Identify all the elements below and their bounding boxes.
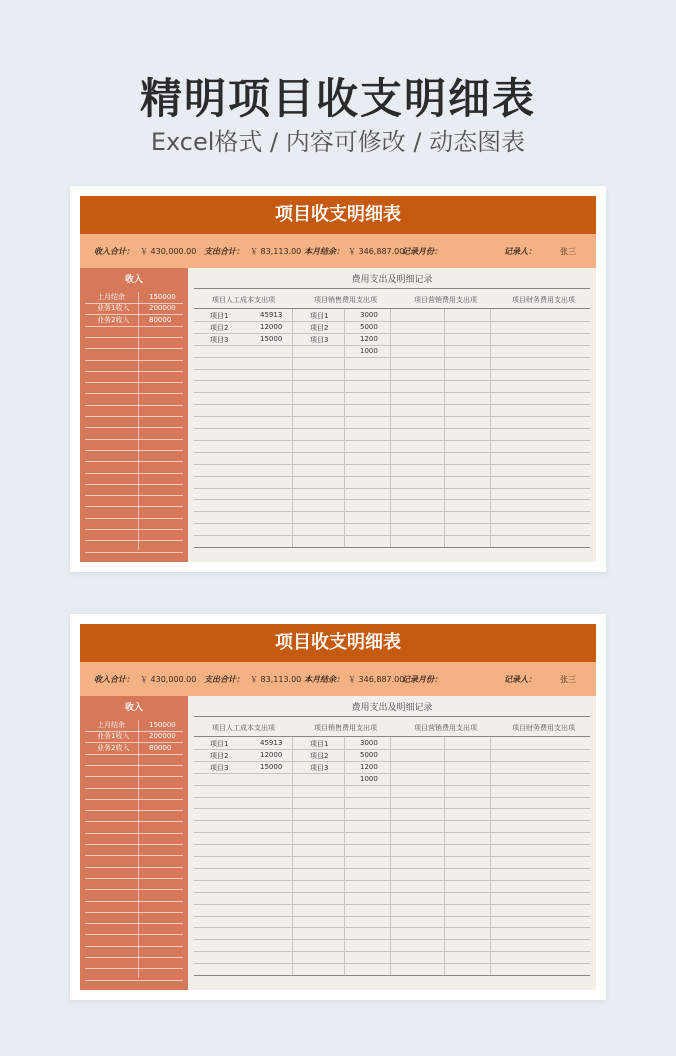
income-row [85, 878, 183, 890]
income-row [85, 315, 183, 327]
grid-row-line [194, 797, 590, 798]
expense-header: 费用支出及明细记录 [351, 703, 433, 713]
grid-row-line [194, 499, 590, 500]
grid-row-line [194, 916, 590, 917]
grid-row-line [194, 832, 590, 833]
grid-row-line [194, 844, 590, 845]
grid-row-line [194, 761, 590, 762]
labor-item-value: 12000 [260, 322, 283, 331]
income-row [85, 946, 183, 958]
balance-value: ￥ 346,887.00 [348, 675, 405, 684]
income-row [85, 394, 183, 406]
sales-item-name: 项目3 [310, 763, 329, 772]
grid-row-line [194, 404, 590, 405]
income-row [85, 844, 183, 856]
balance-label: 本月结余： [304, 247, 344, 256]
balance-label: 本月结余： [304, 675, 344, 684]
labor-item-value: 12000 [260, 750, 283, 759]
grid-column-line [490, 309, 491, 547]
sales-item-name: 项目2 [310, 751, 329, 760]
grid-row-line [194, 892, 590, 893]
grid-column-line [344, 737, 345, 975]
sales-item-name: 项目1 [310, 312, 329, 320]
spreadsheet-preview [80, 624, 596, 990]
sales-item-value: 5000 [360, 322, 378, 331]
grid-column-line [292, 309, 293, 547]
labor-item-name: 项目2 [210, 751, 229, 760]
income-row [85, 788, 183, 800]
income-panel [80, 696, 188, 990]
header-rule [194, 716, 590, 717]
grid-row-line [194, 547, 590, 548]
income-panel [80, 268, 188, 562]
expense-panel [188, 268, 596, 562]
grid-row-line [194, 975, 590, 976]
income-item-name: 业务2收入 [97, 315, 130, 324]
column-header-finance: 项目财务费用支出项 [512, 724, 575, 732]
income-row [85, 337, 183, 349]
sales-item-value: 3000 [360, 739, 378, 747]
column-header-rule [194, 308, 590, 309]
income-row [85, 957, 183, 969]
grid-row-line [194, 927, 590, 928]
expense-header: 费用支出及明细记录 [351, 275, 433, 285]
grid-column-line [292, 737, 293, 975]
grid-row-line [194, 963, 590, 964]
income-row [85, 495, 183, 507]
income-item-value: 80000 [149, 315, 172, 324]
income-row [85, 743, 183, 755]
income-row [85, 541, 183, 553]
recorder-value: 张三 [560, 675, 576, 684]
grid-row-line [194, 749, 590, 750]
income-row [85, 969, 183, 981]
balance-value: ￥ 346,887.00 [348, 247, 405, 256]
sheet-title: 项目收支明细表 [80, 624, 596, 662]
sales-item-name: 项目1 [310, 740, 329, 748]
page-title: 精明项目收支明细表 [139, 74, 536, 123]
preview-card-2 [70, 614, 606, 1000]
grid-column-line [390, 309, 391, 547]
grid-row-line [194, 416, 590, 417]
sales-item-value: 1000 [360, 774, 378, 783]
income-row [85, 507, 183, 519]
expense-total-value: ￥ 83,113.00 [250, 675, 302, 684]
income-row [85, 303, 183, 315]
sales-item-value: 3000 [360, 311, 378, 319]
income-row [85, 765, 183, 777]
grid-column-line [390, 737, 391, 975]
income-item-value: 80000 [149, 743, 172, 752]
income-header: 收入 [124, 275, 143, 285]
income-row [85, 450, 183, 462]
grid-row-line [194, 369, 590, 370]
income-row [85, 822, 183, 834]
income-row [85, 923, 183, 935]
income-row [85, 912, 183, 924]
income-item-name: 业务1收入 [97, 732, 130, 741]
page-subtitle: Excel格式 / 内容可修改 / 动态图表 [150, 128, 526, 156]
grid-row-line [194, 880, 590, 881]
column-header-sales: 项目销售费用支出项 [314, 296, 377, 304]
grid-row-line [194, 523, 590, 524]
income-item-value: 200000 [149, 304, 176, 313]
column-header-labor: 项目人工成本支出项 [212, 724, 275, 732]
column-header-marketing: 项目营销费用支出项 [414, 296, 477, 304]
grid-row-line [194, 904, 590, 905]
sales-item-value: 1200 [360, 762, 378, 771]
income-row [85, 416, 183, 428]
grid-row-line [194, 476, 590, 477]
grid-row-line [194, 785, 590, 786]
grid-row-line [194, 464, 590, 465]
grid-row-line [194, 357, 590, 358]
recorder-value: 张三 [560, 247, 576, 256]
income-item-value: 200000 [149, 732, 176, 741]
grid-column-line [444, 309, 445, 547]
sales-item-name: 项目2 [310, 323, 329, 332]
income-row [85, 349, 183, 361]
income-row [85, 833, 183, 845]
income-row [85, 439, 183, 451]
grid-row-line [194, 773, 590, 774]
grid-row-line [194, 951, 590, 952]
column-header-marketing: 项目营销费用支出项 [414, 724, 477, 732]
labor-item-name: 项目3 [210, 763, 229, 772]
sales-item-value: 5000 [360, 750, 378, 759]
income-row [85, 473, 183, 485]
grid-row-line [194, 856, 590, 857]
income-header: 收入 [124, 703, 143, 713]
labor-item-name: 项目1 [210, 312, 229, 320]
income-row [85, 731, 183, 743]
income-item-value: 150000 [149, 293, 176, 301]
summary-bar [80, 234, 596, 268]
month-label: 记录月份： [402, 675, 442, 684]
labor-item-name: 项目3 [210, 335, 229, 344]
column-header-finance: 项目财务费用支出项 [512, 296, 575, 304]
column-header-labor: 项目人工成本支出项 [212, 296, 275, 304]
labor-item-name: 项目1 [210, 740, 229, 748]
expense-panel [188, 696, 596, 990]
recorder-label: 记录人： [504, 675, 536, 684]
summary-bar [80, 662, 596, 696]
preview-card-1 [70, 186, 606, 572]
income-row [85, 428, 183, 440]
income-row [85, 326, 183, 338]
grid-row-line [194, 440, 590, 441]
grid-row-line [194, 452, 590, 453]
income-total-value: ￥ 430,000.00 [140, 675, 197, 684]
income-row [85, 856, 183, 868]
grid-row-line [194, 488, 590, 489]
grid-row-line [194, 345, 590, 346]
expense-total-label: 支出合计： [204, 675, 244, 684]
grid-row-line [194, 939, 590, 940]
labor-item-value: 15000 [260, 334, 283, 343]
income-total-label: 收入合计： [94, 247, 134, 256]
grid-row-line [194, 321, 590, 322]
grid-row-line [194, 868, 590, 869]
recorder-label: 记录人： [504, 247, 536, 256]
labor-item-name: 项目2 [210, 323, 229, 332]
income-row [85, 371, 183, 383]
income-row [85, 720, 183, 732]
grid-column-line [490, 737, 491, 975]
grid-column-line [444, 737, 445, 975]
income-row [85, 529, 183, 541]
header-rule [194, 288, 590, 289]
income-total-value: ￥ 430,000.00 [140, 247, 197, 256]
income-row [85, 777, 183, 789]
income-row [85, 405, 183, 417]
grid-row-line [194, 535, 590, 536]
income-row [85, 754, 183, 766]
labor-item-value: 45913 [260, 311, 283, 319]
income-item-value: 150000 [149, 721, 176, 729]
column-header-sales: 项目销售费用支出项 [314, 724, 377, 732]
grid-row-line [194, 820, 590, 821]
income-row [85, 360, 183, 372]
grid-column-line [344, 309, 345, 547]
grid-row-line [194, 808, 590, 809]
grid-row-line [194, 380, 590, 381]
income-total-label: 收入合计： [94, 675, 134, 684]
income-row [85, 810, 183, 822]
income-row [85, 890, 183, 902]
income-row [85, 382, 183, 394]
sales-item-value: 1000 [360, 346, 378, 355]
grid-row-line [194, 333, 590, 334]
grid-row-line [194, 428, 590, 429]
expense-total-value: ￥ 83,113.00 [250, 247, 302, 256]
income-row [85, 935, 183, 947]
labor-item-value: 15000 [260, 762, 283, 771]
income-row [85, 867, 183, 879]
column-header-rule [194, 736, 590, 737]
income-row [85, 484, 183, 496]
grid-row-line [194, 392, 590, 393]
expense-total-label: 支出合计： [204, 247, 244, 256]
sheet-title: 项目收支明细表 [80, 196, 596, 234]
income-row [85, 462, 183, 474]
grid-row-line [194, 511, 590, 512]
income-item-name: 业务2收入 [97, 743, 130, 752]
labor-item-value: 45913 [260, 739, 283, 747]
income-row [85, 901, 183, 913]
income-item-name: 上月结余 [97, 293, 125, 301]
sales-item-name: 项目3 [310, 335, 329, 344]
spreadsheet-preview [80, 196, 596, 562]
income-row [85, 518, 183, 530]
month-label: 记录月份： [402, 247, 442, 256]
income-row [85, 799, 183, 811]
income-item-name: 上月结余 [97, 721, 125, 729]
sales-item-value: 1200 [360, 334, 378, 343]
income-item-name: 业务1收入 [97, 304, 130, 313]
income-row [85, 292, 183, 304]
